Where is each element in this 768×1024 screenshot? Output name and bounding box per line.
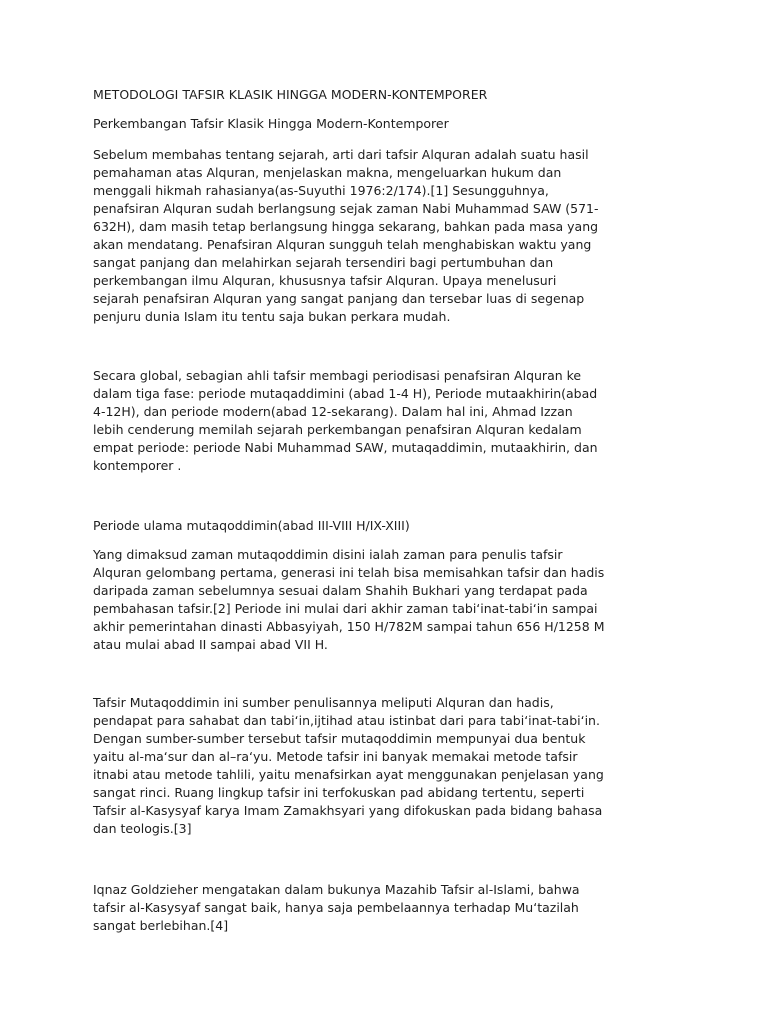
paragraph-2 (93, 367, 598, 475)
document-subtitle: Perkembangan Tafsir Klasik Hingga Modern-Kontemporer (93, 116, 449, 131)
text-line: penjuru dunia Islam itu tentu saja bukan perkara mudah. (93, 309, 451, 324)
text-line: daripada zaman sebelumnya sesuai dalam Shahih Bukhari yang terdapat pada (93, 583, 588, 598)
text-line: yaitu al-ma‘sur dan al–ra‘yu. Metode tafsir ini banyak memakai metode tafsir (93, 749, 578, 764)
paragraph-1 (93, 146, 599, 326)
text-line: Sebelum membahas tentang sejarah, arti dari tafsir Alquran adalah suatu hasil (93, 147, 589, 162)
section-heading: Periode ulama mutaqoddimin(abad III-VIII H/IX-XIII) (93, 518, 410, 533)
text-line: Alquran gelombang pertama, generasi ini telah bisa memisahkan tafsir dan hadis (93, 565, 605, 580)
paragraph-5 (93, 881, 580, 935)
paragraph-3 (93, 546, 604, 654)
text-line: lebih cenderung memilah sejarah perkembangan penafsiran Alquran kedalam (93, 422, 582, 437)
text-line: Iqnaz Goldzieher mengatakan dalam bukunya Mazahib Tafsir al-Islami, bahwa (93, 882, 580, 897)
text-line: dalam tiga fase: periode mutaqaddimini (abad 1-4 H), Periode mutaakhirin(abad (93, 386, 598, 401)
text-line: menggali hikmah rahasianya(as-Suyuthi 1976:2/174).[1] Sesungguhnya, (93, 183, 549, 198)
paragraph-4 (93, 694, 604, 838)
text-line: empat periode: periode Nabi Muhammad SAW, mutaqaddimin, mutaakhirin, dan (93, 440, 598, 455)
text-line: 4-12H), dan periode modern(abad 12-sekarang). Dalam hal ini, Ahmad Izzan (93, 404, 573, 419)
text-line: atau mulai abad II sampai abad VII H. (93, 637, 328, 652)
text-line: dan teologis.[3] (93, 821, 192, 836)
text-line: penafsiran Alquran sudah berlangsung sejak zaman Nabi Muhammad SAW (571- (93, 201, 599, 216)
text-line: Tafsir Mutaqoddimin ini sumber penulisannya meliputi Alquran dan hadis, (93, 695, 554, 710)
text-line: pembahasan tafsir.[2] Periode ini mulai dari akhir zaman tabi‘inat-tabi‘in sampai (93, 601, 598, 616)
text-line: sejarah penafsiran Alquran yang sangat panjang dan tersebar luas di segenap (93, 291, 585, 306)
text-line: 632H), dam masih tetap berlangsung hingga sekarang, bahkan pada masa yang (93, 219, 599, 234)
text-line: kontemporer . (93, 458, 182, 473)
text-line: pemahaman atas Alquran, menjelaskan makna, mengeluarkan hukum dan (93, 165, 562, 180)
text-line: tafsir al-Kasysyaf sangat baik, hanya saja pembelaannya terhadap Mu‘tazilah (93, 900, 579, 915)
text-line: Yang dimaksud zaman mutaqoddimin disini ialah zaman para penulis tafsir (93, 547, 563, 562)
text-line: akhir pemerintahan dinasti Abbasyiyah, 150 H/782M sampai tahun 656 H/1258 M (93, 619, 605, 634)
text-line: sangat berlebihan.[4] (93, 918, 229, 933)
text-line: akan mendatang. Penafsiran Alquran sungguh telah menghabiskan waktu yang (93, 237, 592, 252)
text-line: sangat panjang dan melahirkan sejarah tersendiri bagi pertumbuhan dan (93, 255, 554, 270)
text-line: Tafsir al-Kasysyaf karya Imam Zamakhsyari yang difokuskan pada bidang bahasa (93, 803, 603, 818)
document-title: METODOLOGI TAFSIR KLASIK HINGGA MODERN-KONTEMPORER (93, 87, 488, 102)
text-line: perkembangan ilmu Alquran, khususnya tafsir Alquran. Upaya menelusuri (93, 273, 557, 288)
text-line: sangat rinci. Ruang lingkup tafsir ini terfokuskan pad abidang tertentu, seperti (93, 785, 585, 800)
text-line: pendapat para sahabat dan tabi‘in,ijtihad atau istinbat dari para tabi‘inat-tabi‘in. (93, 713, 600, 728)
text-line: Dengan sumber-sumber tersebut tafsir mutaqoddimin mempunyai dua bentuk (93, 731, 586, 746)
text-line: itnabi atau metode tahlili, yaitu menafsirkan ayat menggunakan penjelasan yang (93, 767, 604, 782)
text-line: Secara global, sebagian ahli tafsir membagi periodisasi penafsiran Alquran ke (93, 368, 582, 383)
